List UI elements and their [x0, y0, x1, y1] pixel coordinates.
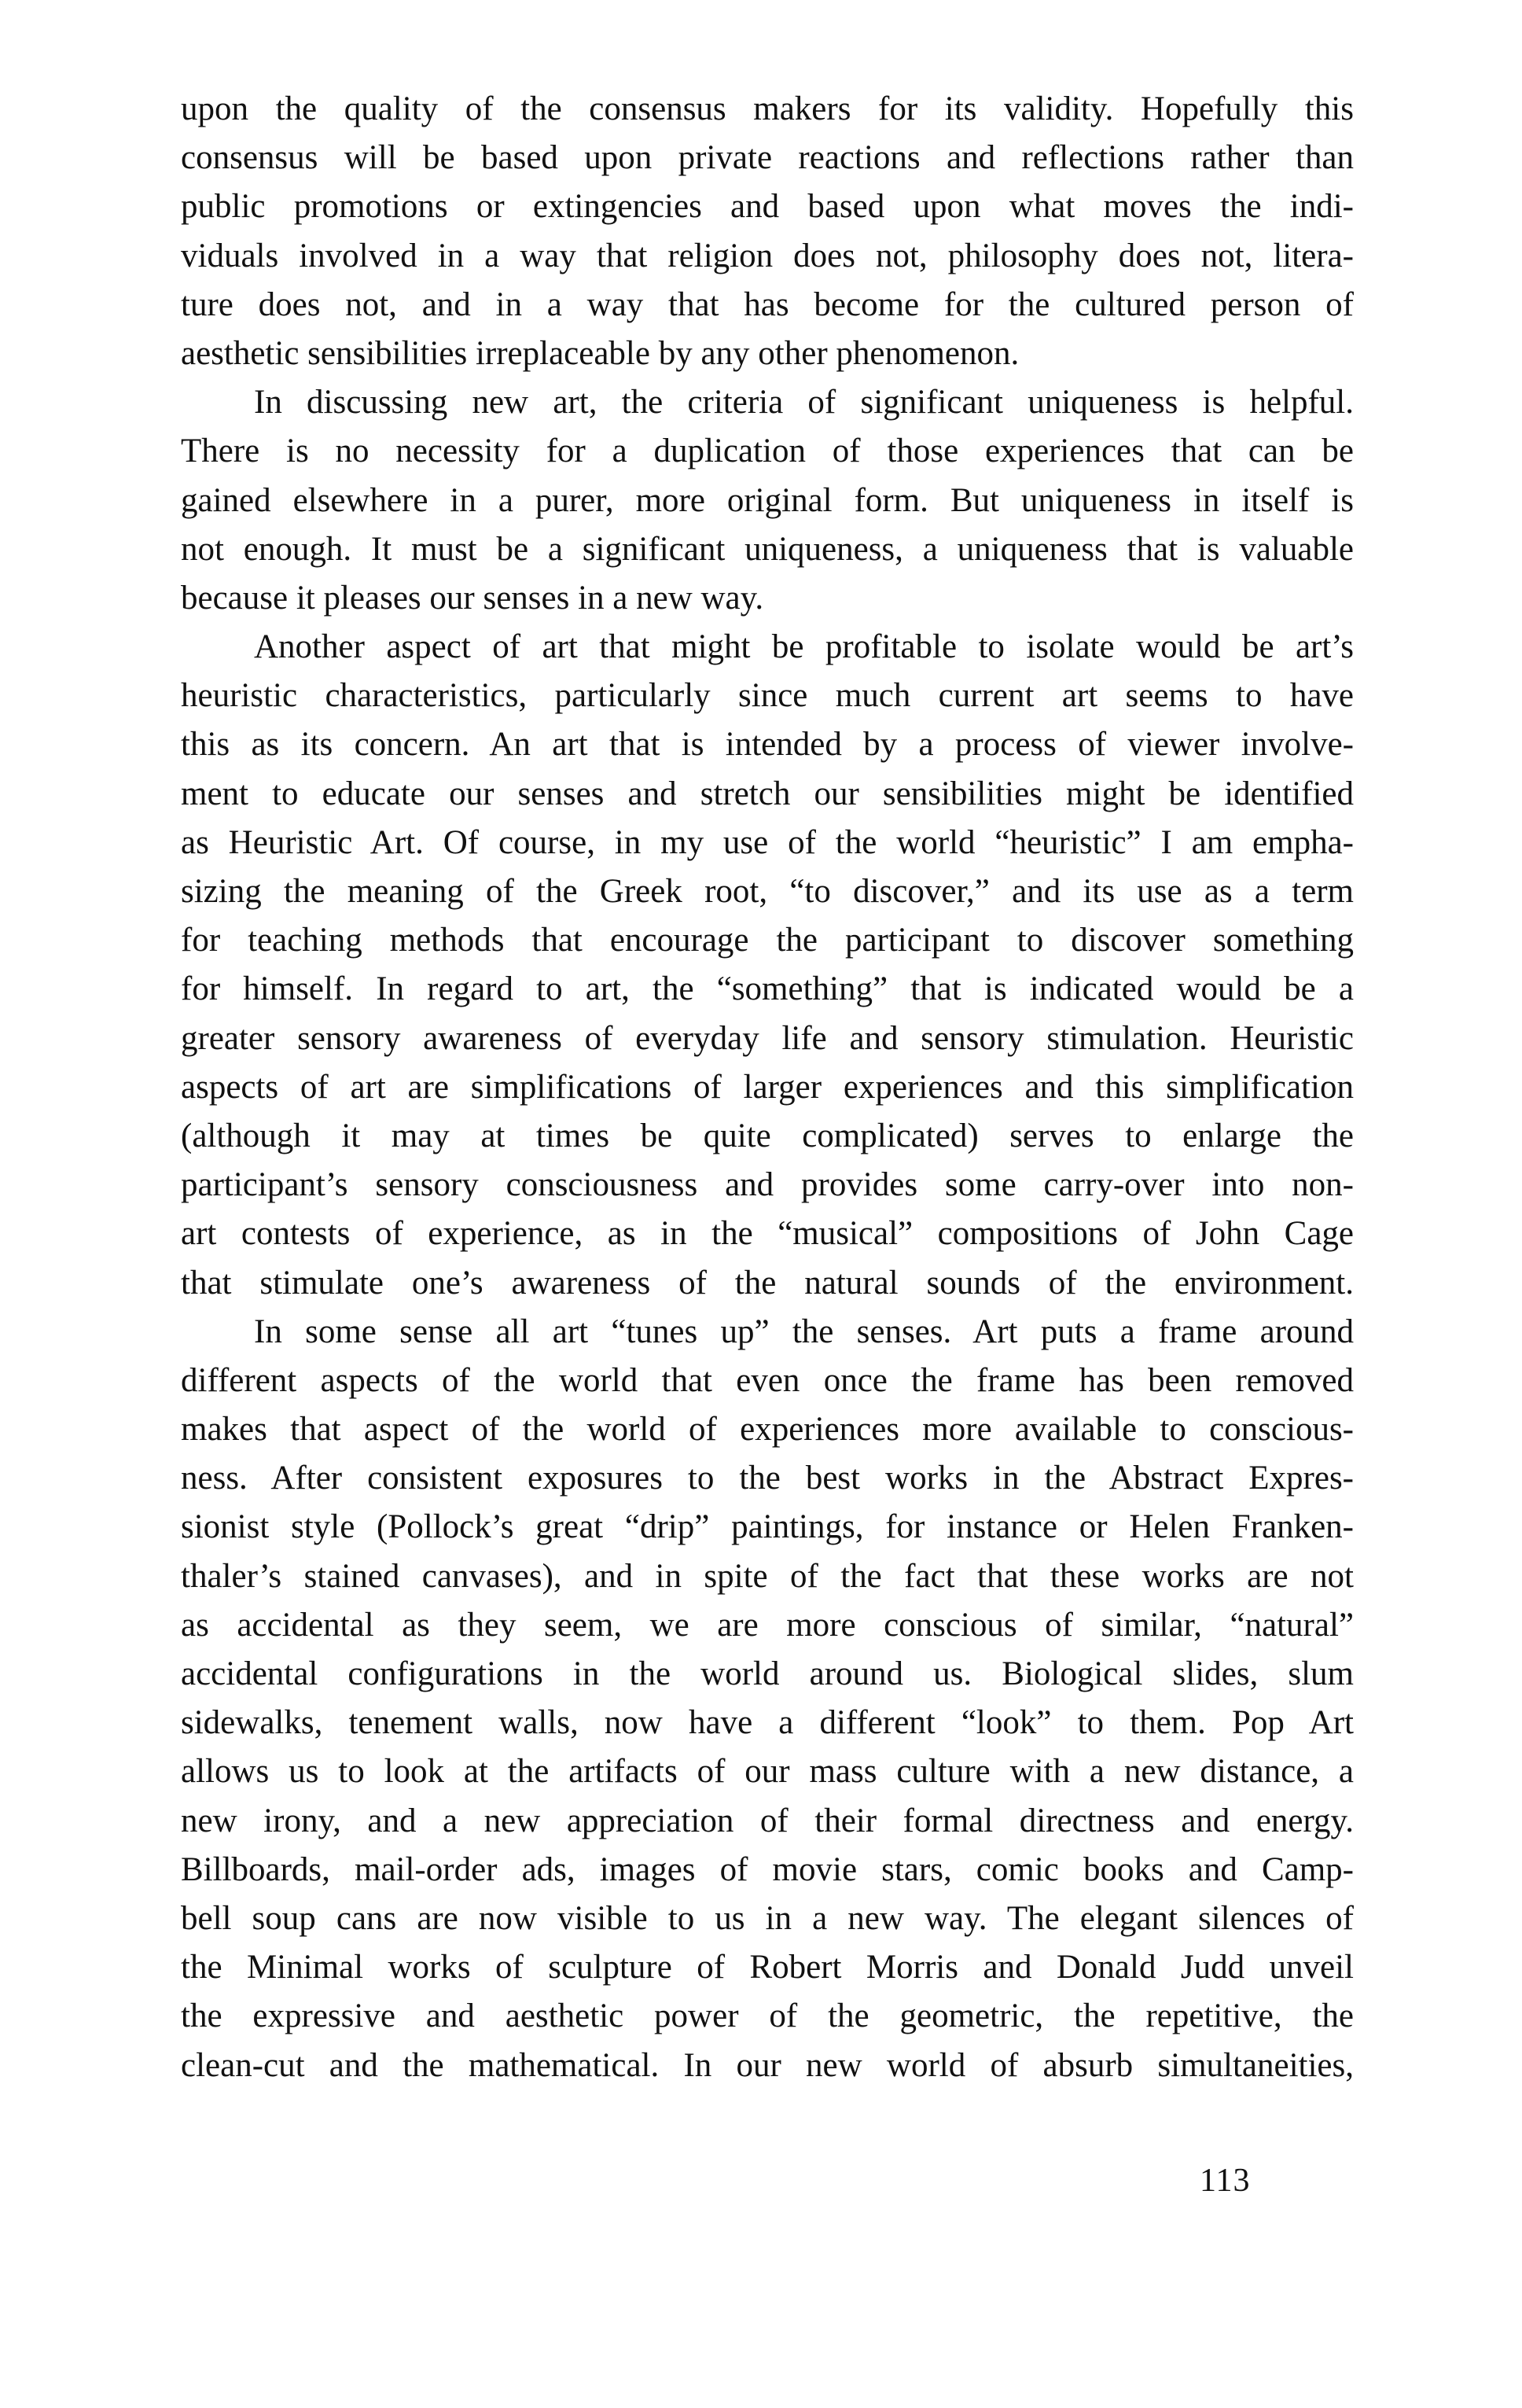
text-line: art contests of experience, as in the “musical” compositions of John Cage: [181, 1215, 1354, 1253]
text-line: ment to educate our senses and stretch our sensibilities might be identified: [181, 775, 1354, 812]
text-line: makes that aspect of the world of experiences more available to conscious-: [181, 1411, 1354, 1449]
text-line: as accidental as they seem, we are more conscious of similar, “natural”: [181, 1606, 1354, 1644]
text-line: There is no necessity for a duplication of those experiences that can be: [181, 433, 1354, 470]
text-line: (although it may at times be quite complicated) serves to enlarge the: [181, 1117, 1354, 1154]
text-line: as Heuristic Art. Of course, in my use of the world “heuristic” I am empha-: [181, 823, 1354, 861]
text-line: consensus will be based upon private reactions and reflections rather than: [181, 139, 1354, 177]
text-line: gained elsewhere in a purer, more original form. But uniqueness in itself is: [181, 481, 1354, 519]
paragraph-first-line: In some sense all art “tunes up” the senses. Art puts a frame around: [254, 1313, 1354, 1350]
text-line: participant’s sensory consciousness and provides some carry-over into non-: [181, 1166, 1354, 1204]
text-line: for himself. In regard to art, the “something” that is indicated would be a: [181, 970, 1354, 1008]
text-line: because it pleases our senses in a new way.: [181, 579, 764, 617]
text-line: aesthetic sensibilities irreplaceable by any other phenomenon.: [181, 334, 1020, 372]
text-line: accidental configurations in the world around us. Biological slides, slum: [181, 1655, 1354, 1692]
text-line: sionist style (Pollock’s great “drip” paintings, for instance or Helen Franken-: [181, 1508, 1354, 1546]
text-line: new irony, and a new appreciation of their formal directness and energy.: [181, 1802, 1354, 1839]
text-line: allows us to look at the artifacts of our mass culture with a new distance, a: [181, 1753, 1354, 1791]
text-line: the Minimal works of sculpture of Robert Morris and Donald Judd unveil: [181, 1949, 1354, 1986]
text-line: viduals involved in a way that religion does not, philosophy does not, litera-: [181, 237, 1354, 274]
text-line: not enough. It must be a significant uniqueness, a uniqueness that is valuable: [181, 530, 1354, 568]
text-line: Billboards, mail-order ads, images of movie stars, comic books and Camp-: [181, 1850, 1354, 1888]
text-line: ness. After consistent exposures to the best works in the Abstract Expres-: [181, 1460, 1354, 1497]
paragraph-first-line: Another aspect of art that might be profitable to isolate would be art’s: [254, 628, 1354, 666]
body-text: [181, 85, 1354, 2090]
text-line: bell soup cans are now visible to us in a new way. The elegant silences of: [181, 1899, 1354, 1937]
text-line: clean-cut and the mathematical. In our new world of absurb simultaneities,: [181, 2046, 1354, 2084]
text-line: heuristic characteristics, particularly since much current art seems to have: [181, 677, 1354, 715]
text-line: aspects of art are simplifications of larger experiences and this simplification: [181, 1068, 1354, 1106]
paragraph-first-line: In discussing new art, the criteria of significant uniqueness is helpful.: [254, 384, 1354, 422]
text-line: sizing the meaning of the Greek root, “to discover,” and its use as a term: [181, 873, 1354, 910]
text-line: greater sensory awareness of everyday life and sensory stimulation. Heuristic: [181, 1019, 1354, 1057]
text-line: thaler’s stained canvases), and in spite of the fact that these works are not: [181, 1557, 1354, 1595]
text-line: that stimulate one’s awareness of the natural sounds of the environment.: [181, 1264, 1354, 1302]
text-line: this as its concern. An art that is intended by a process of viewer involve-: [181, 726, 1354, 764]
text-line: the expressive and aesthetic power of the geometric, the repetitive, the: [181, 1997, 1354, 2035]
page-number: 113: [1200, 2163, 1251, 2199]
text-line: upon the quality of the consensus makers for its validity. Hopefully this: [181, 90, 1354, 127]
text-line: ture does not, and in a way that has become for the cultured person of: [181, 285, 1354, 323]
text-line: public promotions or extingencies and based upon what moves the indi-: [181, 188, 1354, 226]
text-line: different aspects of the world that even once the frame has been removed: [181, 1361, 1354, 1399]
text-line: sidewalks, tenement walls, now have a different “look” to them. Pop Art: [181, 1704, 1354, 1742]
text-line: for teaching methods that encourage the participant to discover something: [181, 922, 1354, 959]
